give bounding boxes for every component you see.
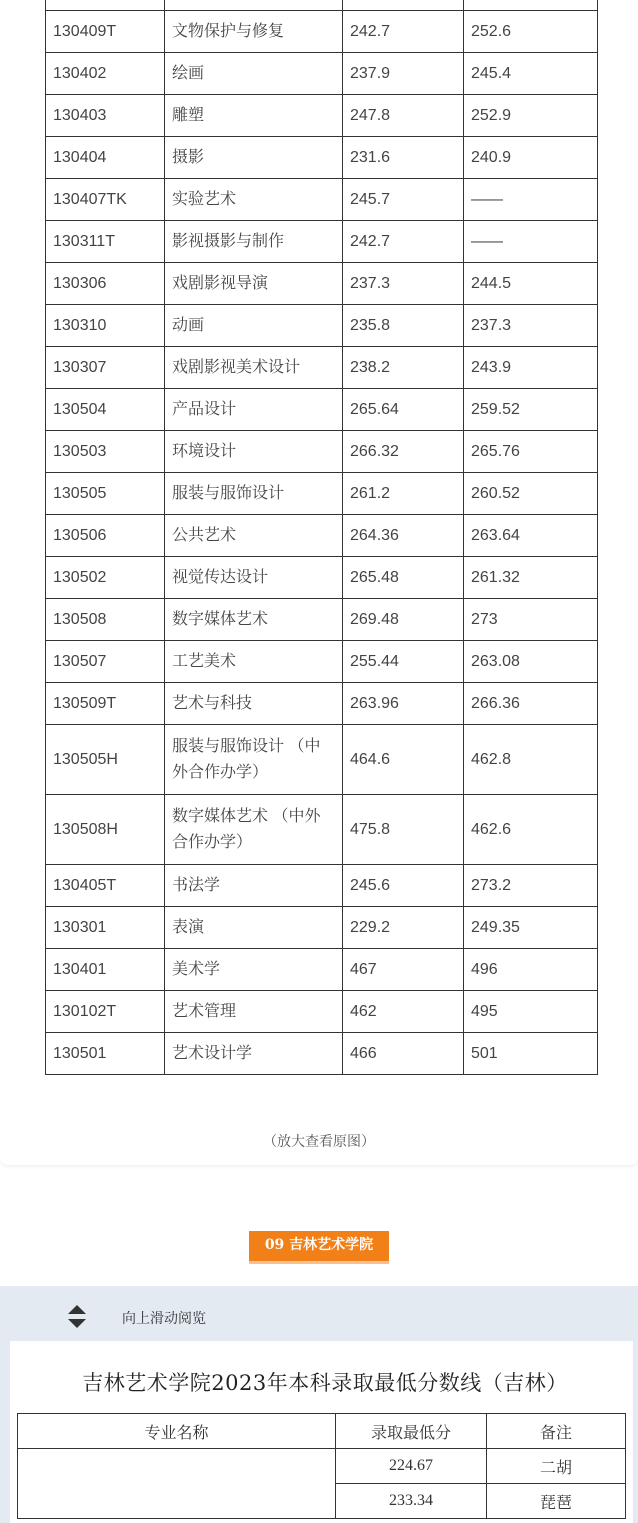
major-code-cell: 130507 <box>46 641 165 683</box>
table-row <box>46 95 598 137</box>
table-row <box>46 1033 598 1075</box>
score-b-cell: 263.08 <box>464 641 598 683</box>
header-note: 备注 <box>487 1414 626 1449</box>
major-code-cell: 130409T <box>46 11 165 53</box>
major-code-cell: 130310 <box>46 305 165 347</box>
scroll-arrows-icon <box>68 1305 86 1331</box>
score-table <box>45 0 598 1075</box>
major-code-cell: 130307 <box>46 347 165 389</box>
major-name-cell: 雕塑 <box>165 95 343 137</box>
major-name-cell: 视觉传达设计 <box>165 557 343 599</box>
major-code-cell: 130311T <box>46 221 165 263</box>
score-b-cell: 496 <box>464 949 598 991</box>
major-name-cell: 产品设计 <box>165 389 343 431</box>
score-a-cell: 266.32 <box>343 431 464 473</box>
major-name-cell: 戏剧影视导演 <box>165 263 343 305</box>
table-row <box>46 221 598 263</box>
score-a-cell: 235.8 <box>343 305 464 347</box>
header-major: 专业名称 <box>18 1414 336 1449</box>
score-a-cell: 247.8 <box>343 95 464 137</box>
major-code-cell: 130503 <box>46 431 165 473</box>
major-code-cell: 130501 <box>46 1033 165 1075</box>
table-row <box>46 347 598 389</box>
table-row <box>46 599 598 641</box>
major-name-cell: 艺术管理 <box>165 991 343 1033</box>
header-min-score: 录取最低分 <box>336 1414 487 1449</box>
table-row <box>46 907 598 949</box>
major-code-cell: 130502 <box>46 557 165 599</box>
major-name-cell: 艺术设计学 <box>165 1033 343 1075</box>
score-a-cell: 467 <box>343 949 464 991</box>
score-a-cell: 245.6 <box>343 865 464 907</box>
score-a-cell: 464.6 <box>343 725 464 795</box>
table-row <box>46 949 598 991</box>
score-b-cell: —— <box>464 179 598 221</box>
major-name-cell: 服装与服饰设计 （中外合作办学） <box>165 725 343 795</box>
major-code-cell: 130301 <box>46 907 165 949</box>
note-cell: 二胡 <box>487 1449 626 1484</box>
major-code-cell: 130505H <box>46 725 165 795</box>
major-name-cell: 摄影 <box>165 137 343 179</box>
score-b-cell: 237.3 <box>464 305 598 347</box>
major-name-cell: 实验艺术 <box>165 179 343 221</box>
major-code-cell: 130403 <box>46 95 165 137</box>
table-row <box>46 557 598 599</box>
major-code-cell: 130402 <box>46 53 165 95</box>
score-a-cell: 229.2 <box>343 907 464 949</box>
major-code-cell: 130407TK <box>46 179 165 221</box>
major-name-cell: 数字媒体艺术 （中外合作办学） <box>165 795 343 865</box>
table-row <box>46 389 598 431</box>
table-row <box>46 263 598 305</box>
major-name-cell: 数字媒体艺术 <box>165 599 343 641</box>
score-cell: 224.67 <box>336 1449 487 1484</box>
score-a-cell: 265.48 <box>343 557 464 599</box>
major-code-cell <box>46 0 165 11</box>
scroll-hint-label: 向上滑动阅览 <box>122 1310 206 1326</box>
table-row <box>46 305 598 347</box>
table-row <box>46 137 598 179</box>
score-b-cell: 273 <box>464 599 598 641</box>
major-code-cell: 130505 <box>46 473 165 515</box>
score-a-cell: 237.9 <box>343 53 464 95</box>
table-row <box>46 0 598 11</box>
major-code-cell: 130504 <box>46 389 165 431</box>
table-row <box>46 991 598 1033</box>
note-cell: 琵琶 <box>487 1484 626 1519</box>
table-row <box>46 11 598 53</box>
table-row <box>46 431 598 473</box>
zoom-caption[interactable]: （放大查看原图） <box>263 1133 375 1149</box>
score-a-cell: 237.3 <box>343 263 464 305</box>
score-b-cell: 265.76 <box>464 431 598 473</box>
major-name-cell: 公共艺术 <box>165 515 343 557</box>
scroll-hint[interactable] <box>68 1303 206 1333</box>
major-name-cell: 影视摄影与制作 <box>165 221 343 263</box>
table-row <box>46 795 598 865</box>
major-name-cell: 书法学 <box>165 865 343 907</box>
major-name-cell: 服装与服饰设计 <box>165 473 343 515</box>
score-a-cell: 255.44 <box>343 641 464 683</box>
major-name-cell: 动画 <box>165 305 343 347</box>
score-a-cell: 245.7 <box>343 179 464 221</box>
jilin-score-table <box>17 1413 626 1519</box>
score-b-cell: 260.52 <box>464 473 598 515</box>
table-row <box>46 725 598 795</box>
score-a-cell: 238.2 <box>343 347 464 389</box>
score-b-cell: 249.35 <box>464 907 598 949</box>
score-b-cell: 273.2 <box>464 865 598 907</box>
major-code-cell: 130401 <box>46 949 165 991</box>
major-name-cell: 环境设计 <box>165 431 343 473</box>
table-row <box>46 865 598 907</box>
score-a-cell: 231.6 <box>343 137 464 179</box>
score-b-cell: 244.5 <box>464 263 598 305</box>
score-b-cell <box>464 0 598 11</box>
major-code-cell: 130306 <box>46 263 165 305</box>
table-row <box>46 641 598 683</box>
score-b-cell: 501 <box>464 1033 598 1075</box>
score-a-cell: 261.2 <box>343 473 464 515</box>
major-cell <box>18 1449 336 1519</box>
score-a-cell: 264.36 <box>343 515 464 557</box>
table-header-row <box>18 1414 626 1449</box>
score-b-cell: 266.36 <box>464 683 598 725</box>
score-cell: 233.34 <box>336 1484 487 1519</box>
score-b-cell: 462.8 <box>464 725 598 795</box>
major-name-cell: 美术学 <box>165 949 343 991</box>
major-name-cell: 绘画 <box>165 53 343 95</box>
score-b-cell: 252.9 <box>464 95 598 137</box>
score-b-cell: 462.6 <box>464 795 598 865</box>
score-a-cell: 242.7 <box>343 11 464 53</box>
major-code-cell: 130405T <box>46 865 165 907</box>
score-b-cell: 252.6 <box>464 11 598 53</box>
score-b-cell: 243.9 <box>464 347 598 389</box>
major-code-cell: 130509T <box>46 683 165 725</box>
table-row <box>46 515 598 557</box>
table-row <box>46 179 598 221</box>
major-name-cell: 文物保护与修复 <box>165 11 343 53</box>
section-tag: 09 吉林艺术学院 <box>249 1231 389 1264</box>
score-a-cell: 462 <box>343 991 464 1033</box>
table-row <box>46 53 598 95</box>
score-b-cell: 261.32 <box>464 557 598 599</box>
major-name-cell <box>165 0 343 11</box>
major-name-cell: 艺术与科技 <box>165 683 343 725</box>
table-row <box>46 473 598 515</box>
score-b-cell: —— <box>464 221 598 263</box>
major-name-cell: 工艺美术 <box>165 641 343 683</box>
major-name-cell: 戏剧影视美术设计 <box>165 347 343 389</box>
score-a-cell: 265.64 <box>343 389 464 431</box>
major-name-cell: 表演 <box>165 907 343 949</box>
score-a-cell: 263.96 <box>343 683 464 725</box>
score-b-cell: 495 <box>464 991 598 1033</box>
major-code-cell: 130404 <box>46 137 165 179</box>
section-tag-wrap <box>0 1231 638 1264</box>
score-a-cell: 242.7 <box>343 221 464 263</box>
score-b-cell: 259.52 <box>464 389 598 431</box>
score-b-cell: 245.4 <box>464 53 598 95</box>
score-a-cell: 466 <box>343 1033 464 1075</box>
table-row <box>46 683 598 725</box>
score-b-cell: 263.64 <box>464 515 598 557</box>
score-a-cell <box>343 0 464 11</box>
document-title: 吉林艺术学院2023年本科录取最低分数线（吉林） <box>82 1371 568 1395</box>
major-code-cell: 130102T <box>46 991 165 1033</box>
major-code-cell: 130508H <box>46 795 165 865</box>
score-b-cell: 240.9 <box>464 137 598 179</box>
score-a-cell: 475.8 <box>343 795 464 865</box>
major-code-cell: 130506 <box>46 515 165 557</box>
score-a-cell: 269.48 <box>343 599 464 641</box>
major-code-cell: 130508 <box>46 599 165 641</box>
table-row <box>18 1449 626 1484</box>
